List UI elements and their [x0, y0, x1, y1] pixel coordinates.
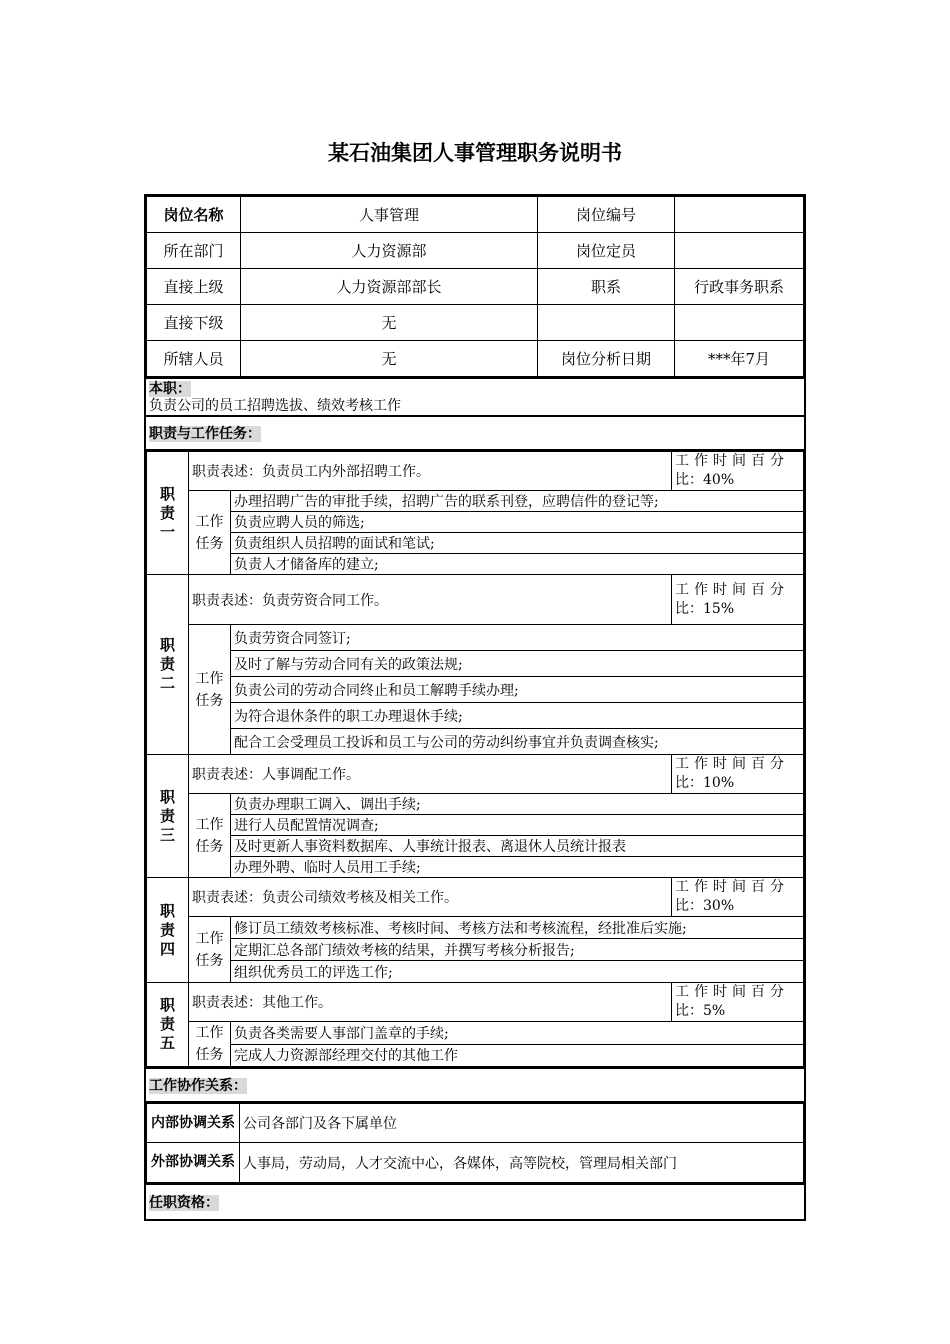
- time-percent: [672, 983, 804, 1022]
- info-label: 岗位名称: [147, 197, 241, 233]
- task-row: [147, 651, 804, 677]
- duties-section: [144, 451, 806, 1069]
- duty-label-char: 一: [159, 522, 175, 541]
- duty-label-char: 四: [159, 939, 175, 958]
- time-percent-prefix: 工作时间百分: [675, 453, 789, 469]
- task-row: [147, 815, 804, 836]
- duty-label: [147, 755, 189, 878]
- duty-label-char: 责: [159, 806, 175, 825]
- task-label-line: 任务: [195, 692, 224, 709]
- task-row: [147, 1022, 804, 1045]
- task-label-line: 工作: [195, 816, 224, 833]
- duty-label-char: 责: [159, 920, 175, 939]
- info-label: 直接上级: [147, 269, 241, 305]
- task-item: 为符合退休条件的职工办理退休手续;: [231, 703, 804, 729]
- duty-desc-row: [147, 575, 804, 625]
- info-value: 无: [241, 341, 538, 377]
- task-item: 负责公司的劳动合同终止和员工解聘手续办理;: [231, 677, 804, 703]
- info-value: [675, 197, 804, 233]
- duties-table-body: [147, 452, 804, 1067]
- main-duty-text: 负责公司的员工招聘选拔、绩效考核工作: [149, 398, 401, 414]
- task-label-line: 任务: [195, 952, 224, 969]
- internal-coop-value: 公司各部门及各下属单位: [240, 1104, 804, 1143]
- info-label: 岗位编号: [538, 197, 675, 233]
- task-item: 负责组织人员招聘的面试和笔试;: [231, 533, 804, 554]
- time-percent: [672, 755, 804, 794]
- duty-label: [147, 983, 189, 1067]
- coop-header-section: [144, 1069, 806, 1103]
- task-item: 负责办理职工调入、调出手续;: [231, 794, 804, 815]
- info-value: 人力资源部: [241, 233, 538, 269]
- duties-header-section: [144, 417, 806, 451]
- time-percent: [672, 452, 804, 491]
- task-row: [147, 857, 804, 878]
- time-percent-value: 比：10%: [675, 775, 735, 791]
- info-label: 岗位定员: [538, 233, 675, 269]
- task-row: [147, 1044, 804, 1067]
- main-duty-section: [144, 379, 806, 417]
- job-description-form: [144, 194, 806, 1221]
- duty-label-char: 二: [159, 674, 175, 692]
- task-label-line: 工作: [195, 670, 224, 687]
- info-value: ***年7月: [675, 341, 804, 377]
- duty-description: 职责表述：负责公司绩效考核及相关工作。: [189, 878, 672, 917]
- table-row: [147, 305, 804, 341]
- duty-desc-row: [147, 983, 804, 1022]
- coop-section: [144, 1103, 806, 1185]
- time-percent: [672, 878, 804, 917]
- table-row: [147, 341, 804, 377]
- task-item: 负责劳资合同签订;: [231, 625, 804, 651]
- task-label: [189, 794, 231, 878]
- task-label-line: 任务: [195, 1047, 224, 1063]
- time-percent-value: 比：30%: [675, 898, 735, 914]
- task-row: [147, 491, 804, 512]
- info-label: [538, 305, 675, 341]
- page-title: 某石油集团人事管理职务说明书: [328, 141, 622, 165]
- time-percent: [672, 575, 804, 625]
- qualification-header: 任职资格：: [149, 1195, 219, 1211]
- info-label: 职系: [538, 269, 675, 305]
- task-row: [147, 703, 804, 729]
- table-row: [147, 1143, 804, 1183]
- task-item: 及时更新人事资料数据库、人事统计报表、离退休人员统计报表: [231, 836, 804, 857]
- task-item: 进行人员配置情况调查;: [231, 815, 804, 836]
- info-value: 人力资源部部长: [241, 269, 538, 305]
- task-item: 定期汇总各部门绩效考核的结果，并撰写考核分析报告;: [231, 939, 804, 961]
- duty-description: 职责表述：其他工作。: [189, 983, 672, 1022]
- task-label-line: 任务: [195, 838, 224, 855]
- info-value: [675, 233, 804, 269]
- task-row: [147, 836, 804, 857]
- duty-label-char: 责: [159, 1015, 175, 1033]
- duty-label-char: 职: [159, 636, 175, 654]
- task-item: 负责人才储备库的建立;: [231, 554, 804, 575]
- task-label: [189, 1022, 231, 1067]
- info-label: 岗位分析日期: [538, 341, 675, 377]
- task-row: [147, 939, 804, 961]
- task-row: [147, 625, 804, 651]
- task-row: [147, 729, 804, 755]
- coop-header: 工作协作关系：: [149, 1078, 247, 1094]
- duty-label-char: 职: [159, 484, 175, 503]
- duty-label-char: 五: [159, 1034, 175, 1052]
- time-percent-prefix: 工作时间百分: [675, 756, 789, 772]
- internal-coop-label: 内部协调关系: [147, 1104, 240, 1143]
- task-row: [147, 512, 804, 533]
- duty-label: [147, 452, 189, 575]
- basic-info-section: [144, 194, 806, 379]
- time-percent-prefix: 工作时间百分: [675, 879, 789, 895]
- task-label-line: 工作: [195, 1025, 224, 1041]
- info-value: 无: [241, 305, 538, 341]
- qualification-section: [144, 1185, 806, 1221]
- task-label: [189, 625, 231, 755]
- task-item: 完成人力资源部经理交付的其他工作: [231, 1044, 804, 1067]
- duty-label: [147, 878, 189, 983]
- task-row: [147, 794, 804, 815]
- task-item: 及时了解与劳动合同有关的政策法规;: [231, 651, 804, 677]
- task-label-line: 工作: [195, 513, 224, 530]
- duty-label-char: 三: [159, 825, 175, 844]
- duty-label-char: 责: [159, 655, 175, 673]
- table-row: [147, 233, 804, 269]
- main-duty-header: 本职：: [149, 381, 191, 397]
- task-label: [189, 917, 231, 983]
- duty-label-char: 职: [159, 787, 175, 806]
- info-value: 行政事务职系: [675, 269, 804, 305]
- external-coop-label: 外部协调关系: [147, 1143, 240, 1183]
- info-label: 所在部门: [147, 233, 241, 269]
- time-percent-value: 比：40%: [675, 472, 735, 488]
- duty-desc-row: [147, 878, 804, 917]
- duty-label: [147, 575, 189, 755]
- task-label-line: 任务: [195, 535, 224, 552]
- task-row: [147, 533, 804, 554]
- duties-header: 职责与工作任务：: [149, 426, 261, 442]
- task-item: 修订员工绩效考核标准、考核时间、考核方法和考核流程，经批准后实施;: [231, 917, 804, 939]
- task-item: 负责各类需要人事部门盖章的手续;: [231, 1022, 804, 1045]
- task-item: 办理外聘、临时人员用工手续;: [231, 857, 804, 878]
- time-percent-prefix: 工作时间百分: [675, 984, 789, 1000]
- task-row: [147, 554, 804, 575]
- task-item: 配合工会受理员工投诉和员工与公司的劳动纠纷事宜并负责调查核实;: [231, 729, 804, 755]
- task-label: [189, 491, 231, 575]
- table-row: [147, 1104, 804, 1143]
- task-row: [147, 917, 804, 939]
- task-item: 负责应聘人员的筛选;: [231, 512, 804, 533]
- info-value: 人事管理: [241, 197, 538, 233]
- task-item: 办理招聘广告的审批手续，招聘广告的联系刊登，应聘信件的登记等;: [231, 491, 804, 512]
- duty-desc-row: [147, 452, 804, 491]
- duty-label-char: 职: [159, 996, 175, 1014]
- task-row: [147, 677, 804, 703]
- external-coop-value: 人事局，劳动局，人才交流中心，各媒体，高等院校，管理局相关部门: [240, 1143, 804, 1183]
- info-value: [675, 305, 804, 341]
- duty-description: 职责表述：人事调配工作。: [189, 755, 672, 794]
- task-label-line: 工作: [195, 930, 224, 947]
- duty-label-char: 责: [159, 503, 175, 522]
- time-percent-prefix: 工作时间百分: [675, 581, 789, 598]
- task-item: 组织优秀员工的评选工作;: [231, 961, 804, 983]
- duty-description: 职责表述：负责劳资合同工作。: [189, 575, 672, 625]
- time-percent-value: 比：5%: [675, 1003, 726, 1019]
- table-row: [147, 197, 804, 233]
- table-row: [147, 269, 804, 305]
- duty-label-char: 职: [159, 901, 175, 920]
- task-row: [147, 961, 804, 983]
- duty-description: 职责表述：负责员工内外部招聘工作。: [189, 452, 672, 491]
- time-percent-value: 比：15%: [675, 600, 735, 617]
- info-label: 所辖人员: [147, 341, 241, 377]
- info-label: 直接下级: [147, 305, 241, 341]
- duty-desc-row: [147, 755, 804, 794]
